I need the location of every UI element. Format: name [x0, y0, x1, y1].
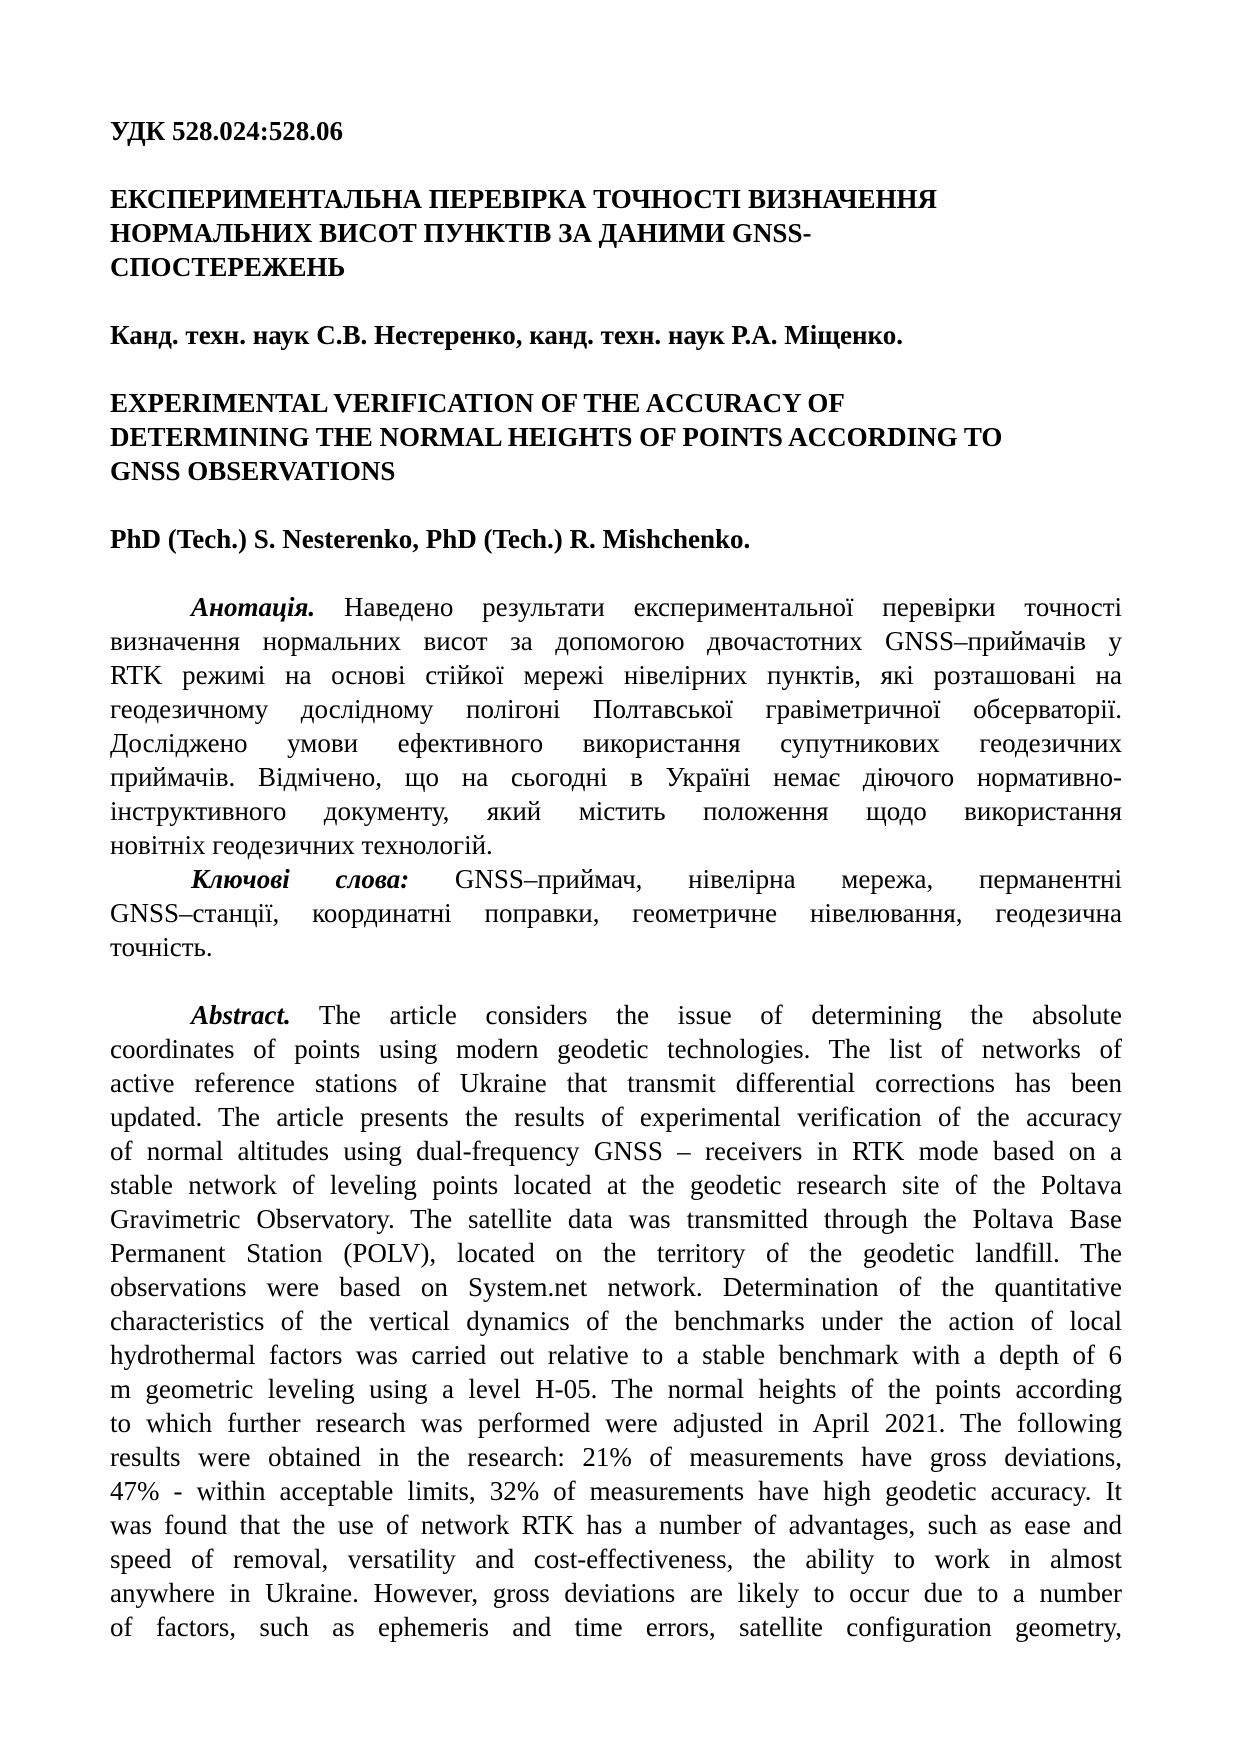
- title-ua: [110, 182, 1122, 284]
- text-line: визначення нормальних висот за допомогою двочастотних GNSS–приймачів у: [110, 626, 1122, 656]
- text-line: stable network of leveling points located at the geodetic research site of the Poltava: [110, 1170, 1122, 1200]
- text-line: m geometric leveling using a level H-05. The normal heights of the points according: [110, 1374, 1122, 1404]
- text-line: [110, 998, 1122, 1032]
- text-line: active reference stations of Ukraine that transmit differential corrections has been: [110, 1068, 1122, 1098]
- text-line: новітніх геодезичних технологій.: [110, 830, 493, 860]
- text-line: геодезичному дослідному полігоні Полтавської гравіметричної обсерваторії.: [110, 694, 1122, 724]
- udc-code: УДК 528.024:528.06: [110, 116, 343, 146]
- title-en-line-3: GNSS OBSERVATIONS: [110, 456, 396, 486]
- annotation-paragraph: [110, 590, 1122, 862]
- text-line: was found that the use of network RTK has a number of advantages, such as ease and: [110, 1510, 1122, 1540]
- text-line: anywhere in Ukraine. However, gross deviations are likely to occur due to a number: [110, 1578, 1122, 1608]
- text-line: hydrothermal factors was carried out relative to a stable benchmark with a depth of 6: [110, 1340, 1122, 1370]
- title-ua-line-1: ЕКСПЕРИМЕНТАЛЬНА ПЕРЕВІРКА ТОЧНОСТІ ВИЗНАЧЕННЯ: [110, 184, 938, 214]
- text-line: to which further research was performed were adjusted in April 2021. The following: [110, 1408, 1122, 1438]
- text-line: RTK режимі на основі стійкої мережі нівелірних пунктів, які розташовані на: [110, 660, 1122, 690]
- text-line: speed of removal, versatility and cost-effectiveness, the ability to work in almost: [110, 1544, 1122, 1574]
- title-ua-line-3: СПОСТЕРЕЖЕНЬ: [110, 252, 346, 282]
- paragraph-text: GNSS–приймач, нівелірна мережа, перманентні: [454, 864, 1122, 894]
- text-line: Permanent Station (POLV), located on the territory of the geodetic landfill. The: [110, 1238, 1122, 1268]
- paragraph-lead: Abstract.: [191, 1000, 291, 1030]
- text-line: точність.: [110, 932, 213, 962]
- text-line: Досліджено умови ефективного використання супутникових геодезичних: [110, 728, 1122, 758]
- text-line: results were obtained in the research: 21% of measurements have gross deviations,: [110, 1442, 1122, 1472]
- title-en: [110, 386, 1122, 488]
- text-line: observations were based on System.net network. Determination of the quantitative: [110, 1272, 1122, 1302]
- text-line: [110, 590, 1122, 624]
- title-en-line-1: EXPERIMENTAL VERIFICATION OF THE ACCURACY OF: [110, 388, 845, 418]
- text-line: of factors, such as ephemeris and time errors, satellite configuration geometry,: [110, 1612, 1122, 1642]
- title-en-line-2: DETERMINING THE NORMAL HEIGHTS OF POINTS ACCORDING TO: [110, 422, 1003, 452]
- abstract-paragraph: [110, 998, 1122, 1644]
- authors-ua: Канд. техн. наук С.В. Нестеренко, канд. техн. наук Р.А. Міщенко.: [110, 320, 904, 350]
- text-line: інструктивного документу, який містить положення щодо використання: [110, 796, 1122, 826]
- text-line: coordinates of points using modern geodetic technologies. The list of networks of: [110, 1034, 1122, 1064]
- text-line: characteristics of the vertical dynamics of the benchmarks under the action of local: [110, 1306, 1122, 1336]
- text-line: 47% - within acceptable limits, 32% of measurements have high geodetic accuracy. It: [110, 1476, 1122, 1506]
- text-line: updated. The article presents the results of experimental verification of the accuracy: [110, 1102, 1122, 1132]
- text-line: Gravimetric Observatory. The satellite data was transmitted through the Poltava Base: [110, 1204, 1122, 1234]
- title-ua-line-2: НОРМАЛЬНИХ ВИСОТ ПУНКТІВ ЗА ДАНИМИ GNSS-: [110, 218, 812, 248]
- text-line: [110, 862, 1122, 896]
- keywords-paragraph: [110, 862, 1122, 964]
- paragraph-lead: Анотація.: [191, 592, 316, 622]
- paragraph-text: Наведено результати експериментальної перевірки точності: [343, 592, 1123, 622]
- text-line: приймачів. Відмічено, що на сьогодні в Україні немає діючого нормативно-: [110, 762, 1122, 792]
- text-line: GNSS–станції, координатні поправки, геометричне нівелювання, геодезична: [110, 898, 1122, 928]
- text-line: of normal altitudes using dual-frequency GNSS – receivers in RTK mode based on a: [110, 1136, 1122, 1166]
- authors-en: PhD (Tech.) S. Nesterenko, PhD (Tech.) R. Mishchenko.: [110, 524, 751, 554]
- paragraph-lead: Ключові слова:: [191, 864, 410, 894]
- paragraph-text: The article considers the issue of determining the absolute: [318, 1000, 1122, 1030]
